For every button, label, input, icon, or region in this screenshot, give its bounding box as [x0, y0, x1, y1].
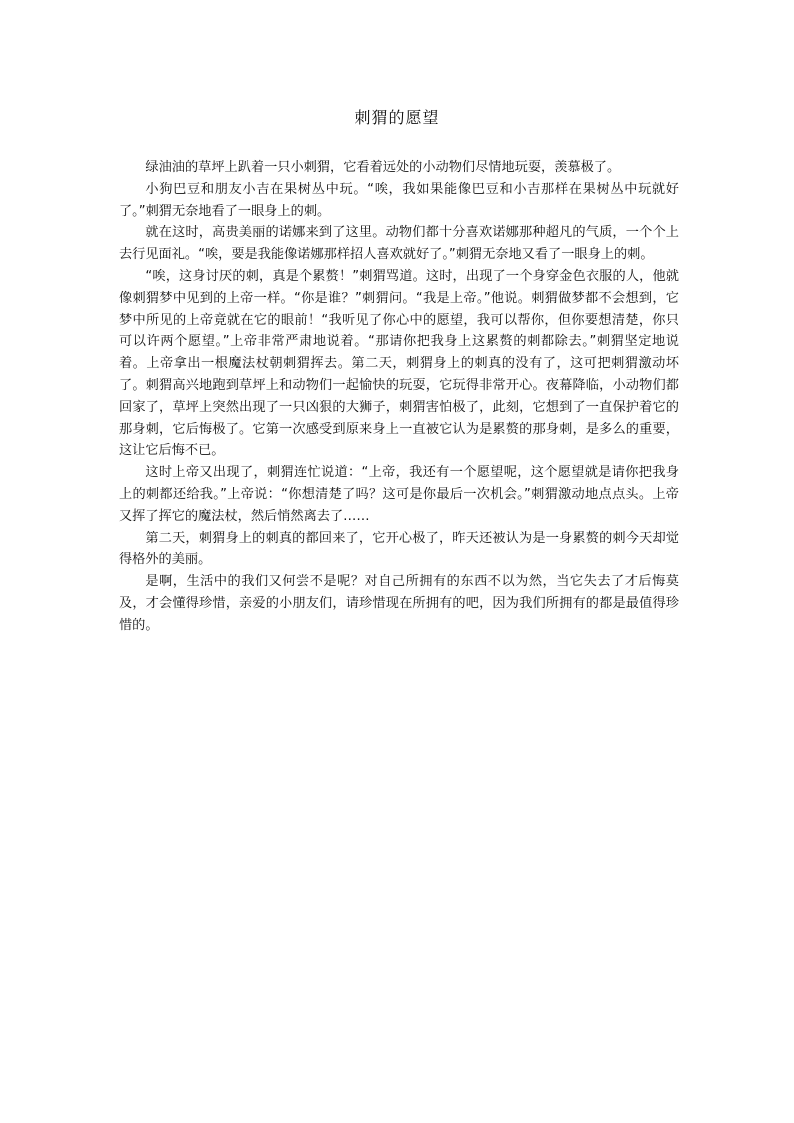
paragraph: 第二天，刺猬身上的刺真的都回来了，它开心极了，昨天还被认为是一身累赘的刺今天却觉得格外的美丽。 — [119, 530, 679, 568]
paragraph: 绿油油的草坪上趴着一只小刺猬，它看着远处的小动物们尽情地玩耍，羡慕极了。 — [145, 160, 621, 175]
paragraph: 就在这时，高贵美丽的诺娜来到了这里。动物们都十分喜欢诺娜那种超凡的气质，一个个上去行见面礼。“唉，要是我能像诺娜那样招人喜欢就好了。”刺猬无奈地又看了一眼身上的刺。 — [119, 225, 679, 263]
paragraph: 是啊，生活中的我们又何尝不是呢？对自己所拥有的东西不以为然，当它失去了才后悔莫及，才会懂得珍惜，亲爱的小朋友们，请珍惜现在所拥有的吧，因为我们所拥有的都是最值得珍惜的。 — [119, 574, 679, 633]
paragraph: 小狗巴豆和朋友小吉在果树丛中玩。“唉，我如果能像巴豆和小吉那样在果树丛中玩就好了。”刺猬无奈地看了一眼身上的刺。 — [119, 181, 679, 219]
document-title: 刺猬的愿望 — [354, 108, 440, 127]
paragraph: 这时上帝又出现了，刺猬连忙说道：“上帝，我还有一个愿望呢，这个愿望就是请你把我身上的刺都还给我。”上帝说：“你想清楚了吗？这可是你最后一次机会。”刺猬激动地点点头。上帝又挥了挥它的魔法杖，然后悄然离去了…… — [119, 465, 679, 524]
document-body — [119, 157, 679, 637]
paragraph: “唉，这身讨厌的刺，真是个累赘！”刺猬骂道。这时，出现了一个身穿金色衣服的人，他就像刺猬梦中见到的上帝一样。“你是谁？”刺猬问。“我是上帝。”他说。刺猬做梦都不会想到，它梦中所见的上帝竟就在它的眼前！“我听见了你心中的愿望，我可以帮你，但你要想清楚，你只可以许两个愿望。”上帝非常严肃地说着。“那请你把我身上这累赘的刺都除去。”刺猬坚定地说着。上帝拿出一根魔法杖朝刺猬挥去。第二天，刺猬身上的刺真的没有了，这可把刺猬激动坏了。刺猬高兴地跑到草坪上和动物们一起愉快的玩耍，它玩得非常开心。夜幕降临，小动物们都回家了，草坪上突然出现了一只凶狠的大狮子，刺猬害怕极了，此刻，它想到了一直保护着它的那身刺，它后悔极了。它第一次感受到原来身上一直被它认为是累赘的那身刺，是多么的重要，这让它后悔不已。 — [119, 268, 679, 459]
